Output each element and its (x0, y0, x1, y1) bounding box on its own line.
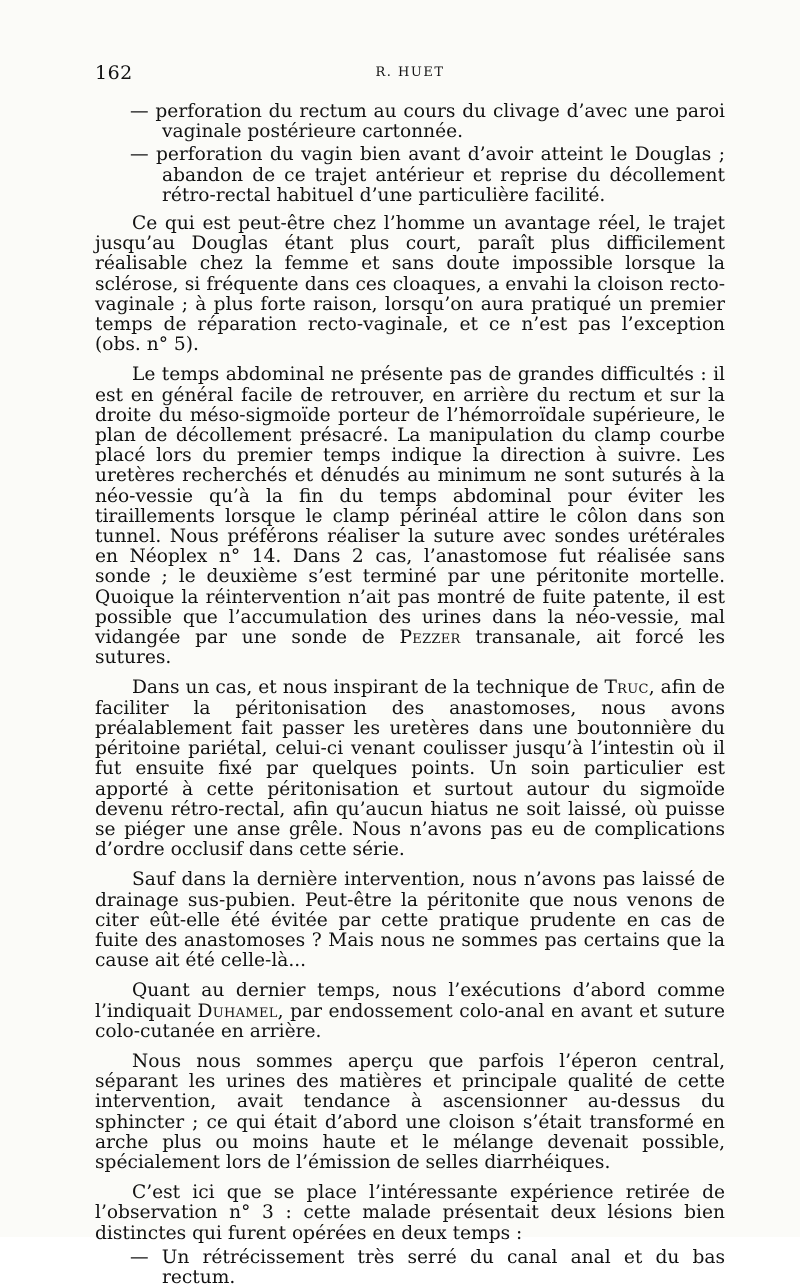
paragraph-drainage (95, 870, 725, 971)
author-name-pezzer: Pezzer (399, 627, 461, 649)
paragraph-text: C’est ici que se place l’intéressante expérience retirée de l’observation n° 3 : cette malade présentait deux lésions bien distinctes qui furent opérées en deux temps : (95, 1182, 725, 1244)
paragraph-text: , afin de faciliter la péritonisation des anastomoses, nous avons préalablement fait passer les uretères dans une boutonnière du péritoine pariétal, celui-ci venant coulisser jusqu’à l’intestin où il fut ensuite fixé par quelques points. Un soin particulier est apporté à cette péritonisation et surtout autour du sigmoïde devenu rétro-rectal, afin qu’aucun hiatus ne soit laissé, où puisse se piéger une anse grêle. Nous n’avons pas eu de complications d’ordre occlusif dans cette série. (95, 677, 725, 861)
list-item-rectum-perforation (95, 102, 725, 142)
paragraph-central-spur (95, 1052, 725, 1173)
list-item-text: — perforation du rectum au cours du clivage d’avec une paroi vaginale postérieure cartonnée. (130, 101, 725, 143)
list-item-text: — Un rétrécissement très serré du canal anal et du bas rectum. (130, 1246, 725, 1288)
body-text (95, 102, 725, 1288)
list-item-vagina-perforation (95, 145, 725, 206)
page-header (95, 62, 725, 88)
running-head-author: R. HUET (375, 65, 445, 80)
paragraph-observation-3 (95, 1183, 725, 1244)
paragraph-douglas-route (95, 214, 725, 355)
author-name-duhamel: Duhamel (197, 1000, 278, 1022)
paragraph-text: Dans un cas, et nous inspirant de la technique de (132, 677, 605, 699)
paragraph-text: transanale, ait forcé les sutures. (95, 627, 725, 669)
paragraph-text: Quant au dernier temps, nous l’exécutions d’abord comme l’indiquait (95, 980, 725, 1022)
page-number: 162 (95, 62, 133, 84)
paragraph-peritonisation (95, 678, 725, 860)
paragraph-last-stage (95, 981, 725, 1042)
paragraph-text: Ce qui est peut-être chez l’homme un avantage réel, le trajet jusqu’au Douglas étant plus court, paraît plus difficilement réalisable chez la femme et sans doute impossible lorsque la sclérose, si fréquente dans ces cloaques, a envahi la cloison recto-vaginale ; à plus forte raison, lorsqu’on aura pratiqué un premier temps de réparation recto-vaginale, et ce n’est pas l’exception (obs. n° 5). (95, 213, 725, 356)
author-name-truc: Truc (604, 677, 649, 699)
paragraph-abdominal-stage (95, 365, 725, 668)
paragraph-text: Le temps abdominal ne présente pas de grandes difficultés : il est en général facile de retrouver, en arrière du rectum et sur la droite du méso-sigmoïde porteur de l’hémorroïdale supérieure, le plan de décollement présacré. La manipulation du clamp courbe placé lors du premier temps indique la direction à suivre. Les uretères recherchés et dénudés au minimum ne sont suturés à la néo-vessie qu’à la fin du temps abdominal pour éviter les tiraillements lorsque le clamp périnéal attire le côlon dans son tunnel. Nous préférons réaliser la suture avec sondes urétérales en Néoplex n° 14. Dans 2 cas, l’anastomose fut réalisée sans sonde ; le deuxième s’est terminé par une péritonite mortelle. Quoique la réintervention n’ait pas montré de fuite patente, il est possible que l’accumulation des urines dans la néo-vessie, mal vidangée par une sonde de (95, 364, 725, 649)
paragraph-text: Sauf dans la dernière intervention, nous n’avons pas laissé de drainage sus-pubien. Peut-être la péritonite que nous venons de citer eût-elle été évitée par cette pratique prudente en cas de fuite des anastomoses ? Mais nous ne sommes pas certains que la cause ait été celle-là... (95, 869, 725, 972)
list-item-stricture (95, 1248, 725, 1288)
list-item-text: — perforation du vagin bien avant d’avoir atteint le Douglas ; abandon de ce trajet antérieur et reprise du décollement rétro-rectal habituel d’une particulière facilité. (130, 144, 725, 206)
paragraph-text: , par endossement colo-anal en avant et suture colo-cutanée en arrière. (95, 1000, 725, 1042)
paragraph-text: Nous nous sommes aperçu que parfois l’éperon central, séparant les urines des matières et principale qualité de cette intervention, avait tendance à ascensionner au-dessus du sphincter ; ce qui était d’abord une cloison s’était transformé en arche plus ou moins haute et le mélange devenait possible, spécialement lors de l’émission de selles diarrhéiques. (95, 1050, 725, 1173)
